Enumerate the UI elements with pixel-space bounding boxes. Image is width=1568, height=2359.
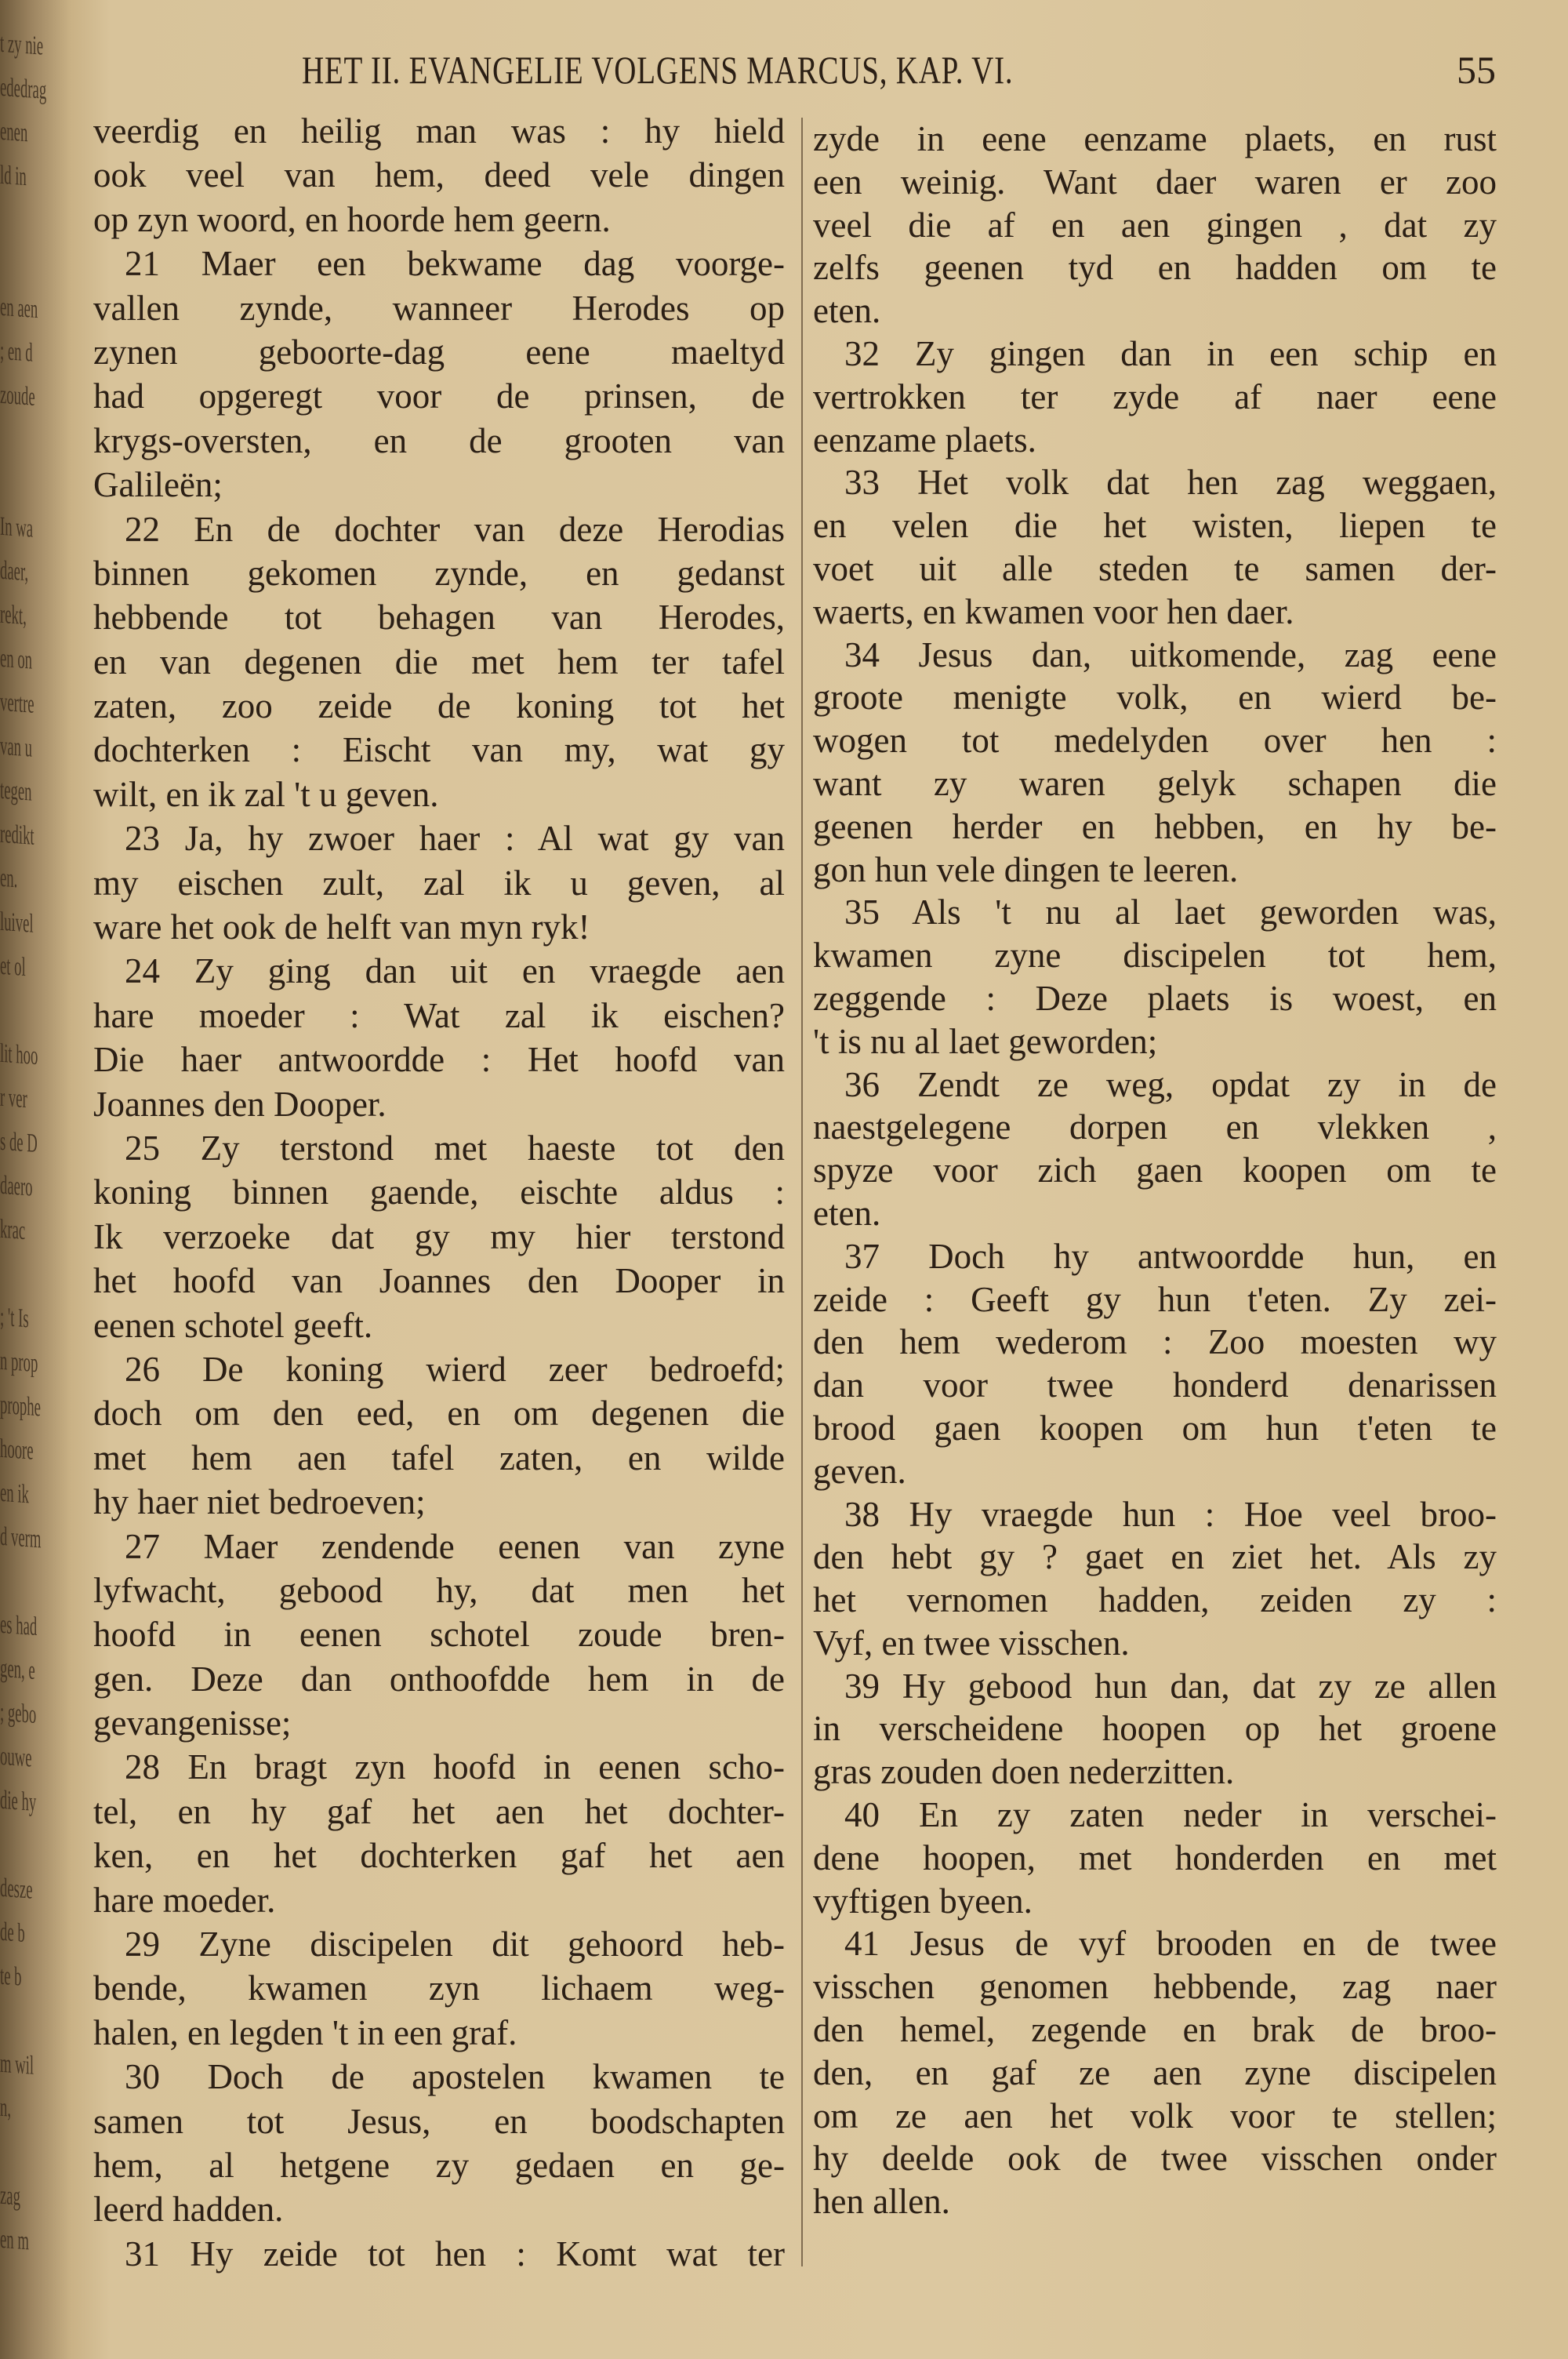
margin-fragment: krac — [0, 1214, 26, 1246]
text-line: een weinig. Want daer waren er zoo — [813, 162, 1497, 202]
margin-fragment: t zy nie — [0, 28, 44, 61]
text-line: doch om den eed, en om degenen die — [93, 1394, 785, 1434]
text-line: 't is nu al laet geworden; — [813, 1021, 1158, 1061]
margin-fragment: ededrag — [0, 72, 47, 105]
margin-fragment: enen — [0, 116, 28, 148]
text-line: met hem aen tafel zaten, en wilde — [93, 1438, 785, 1478]
text-line: eten. — [813, 291, 881, 331]
margin-fragment: daero — [0, 1170, 33, 1202]
text-line: dene hoopen, met honderden en met — [813, 1837, 1497, 1877]
margin-fragment: m wil — [0, 2048, 34, 2081]
margin-fragment: redikt — [0, 819, 34, 851]
margin-fragment — [0, 995, 40, 1042]
margin-fragment: die hy — [0, 1785, 37, 1818]
text-line: tel, en hy gaf het aen het dochter- — [93, 1791, 785, 1831]
text-line: had opgeregt voor de prinsen, de — [93, 376, 785, 416]
text-line: 33 Het volk dat hen zag weggaen, — [844, 463, 1497, 503]
text-line: 27 Maer zendende eenen van zyne — [125, 1526, 785, 1566]
text-line: hen allen. — [813, 2182, 950, 2222]
column-divider — [801, 118, 803, 2266]
text-line: dochterken : Eischt van my, wat gy — [93, 730, 785, 770]
text-line: veerdig en heilig man was : hy hield — [93, 111, 785, 151]
text-line: hem, al hetgene zy gedaen en ge- — [93, 2145, 785, 2185]
margin-fragment: desze — [0, 1873, 33, 1905]
margin-fragment: van u — [0, 731, 33, 763]
margin-fragment: en m — [0, 2224, 29, 2256]
margin-fragment: n prop — [0, 1346, 38, 1379]
text-line: visschen genomen hebbende, zag naer — [813, 1967, 1497, 2007]
text-line: 37 Doch hy antwoordde hun, en — [844, 1236, 1497, 1276]
text-line: veel die af en aen gingen , dat zy — [813, 205, 1497, 245]
text-line: 24 Zy ging dan uit en vraegde aen — [125, 951, 785, 991]
margin-fragment: ; gebo — [0, 1697, 37, 1730]
margin-fragment: n, — [0, 2092, 12, 2123]
page-title: HET II. EVANGELIE VOLGENS MARCUS, KAP. VI. — [302, 48, 1014, 92]
text-line: Vyf, en twee visschen. — [813, 1623, 1130, 1663]
text-line: Joannes den Dooper. — [93, 1084, 387, 1124]
text-line: Ik verzoeke dat gy my hier terstond — [93, 1216, 785, 1256]
text-line: zynen geboorte-dag eene maeltyd — [93, 332, 785, 372]
text-line: Die haer antwoordde : Het hoofd van — [93, 1040, 785, 1080]
text-line: 31 Hy zeide tot hen : Komt wat ter — [125, 2234, 785, 2274]
text-line: 41 Jesus de vyf brooden en de twee — [844, 1924, 1497, 1964]
margin-fragment — [0, 205, 40, 252]
margin-fragment: es had — [0, 1609, 38, 1642]
text-line: eten. — [813, 1193, 881, 1233]
text-line: vallen zynde, wanneer Herodes op — [93, 288, 785, 328]
text-line: den hemel, zegende en brak de broo- — [813, 2010, 1497, 2050]
text-line: lyfwacht, gebood hy, dat men het — [93, 1570, 785, 1610]
margin-fragment: luivel — [0, 907, 34, 939]
text-line: hare moeder. — [93, 1880, 276, 1920]
text-line: ook veel van hem, deed vele dingen — [93, 155, 785, 195]
margin-fragment: en. — [0, 863, 18, 894]
text-line: brood gaen koopen om hun t'eten te — [813, 1408, 1497, 1448]
text-line: leerd hadden. — [93, 2190, 284, 2230]
margin-fragment: ouwe — [0, 1741, 32, 1773]
text-line: den hebt gy ? gaet en ziet het. Als zy — [813, 1537, 1497, 1577]
text-line: ken, en het dochterken gaf het aen — [93, 1836, 785, 1876]
margin-fragment: ; 't Is — [0, 1302, 29, 1334]
text-line: op zyn woord, en hoorde hem geern. — [93, 199, 611, 239]
text-line: gon hun vele dingen te leeren. — [813, 849, 1239, 889]
margin-fragment: vertre — [0, 687, 34, 719]
text-line: samen tot Jesus, en boodschapten — [93, 2101, 785, 2141]
text-line: krygs-oversten, en de grooten van — [93, 420, 785, 460]
text-line: 35 Als 't nu al laet geworden was, — [844, 892, 1497, 932]
text-line: hoofd in eenen schotel zoude bren- — [93, 1615, 785, 1655]
text-line: zyde in eene eenzame plaets, en rust — [813, 119, 1497, 158]
margin-fragment: d verm — [0, 1521, 42, 1554]
text-line: wogen tot medelyden over hen : — [813, 721, 1497, 761]
text-line: 21 Maer een bekwame dag voorge- — [125, 244, 785, 284]
margin-fragment: In wa — [0, 511, 34, 543]
text-line: 36 Zendt ze weg, opdat zy in de — [844, 1064, 1497, 1104]
text-line: 28 En bragt zyn hoofd in eenen scho- — [125, 1747, 785, 1787]
text-line: 40 En zy zaten neder in verschei- — [844, 1795, 1497, 1835]
text-line: 26 De koning wierd zeer bedroefd; — [125, 1349, 785, 1389]
text-line: waerts, en kwamen voor hen daer. — [813, 591, 1294, 631]
text-line: want zy waren gelyk schapen die — [813, 763, 1497, 803]
margin-fragment — [0, 1259, 40, 1306]
text-line: wilt, en ik zal 't u geven. — [93, 774, 439, 814]
text-line: gras zouden doen nederzitten. — [813, 1752, 1235, 1792]
text-line: het vernomen hadden, zeiden zy : — [813, 1580, 1497, 1620]
text-line: geenen herder en hebben, en hy be- — [813, 806, 1497, 846]
text-line: eenzame plaets. — [813, 420, 1036, 460]
text-line: hare moeder : Wat zal ik eischen? — [93, 995, 785, 1035]
margin-fragment: s de D — [0, 1126, 38, 1159]
text-line: den hem wederom : Zoo moesten wy — [813, 1322, 1497, 1362]
text-line: eenen schotel geeft. — [93, 1305, 373, 1345]
text-line: geven. — [813, 1451, 906, 1491]
text-line: zaten, zoo zeide de koning tot het — [93, 686, 785, 726]
margin-fragment: de b — [0, 1917, 25, 1948]
text-line: vertrokken ter zyde af naer eene — [813, 376, 1497, 416]
margin-fragment: ; en d — [0, 336, 33, 368]
text-line: den, en gaf ze aen zyne discipelen — [813, 2052, 1497, 2092]
adjacent-page-margin — [0, 29, 72, 2355]
margin-fragment: en on — [0, 643, 33, 675]
margin-fragment: gen, e — [0, 1653, 35, 1685]
margin-fragment — [0, 2137, 40, 2184]
text-line: het hoofd van Joannes den Dooper in — [93, 1261, 785, 1301]
text-line: spyze voor zich gaen koopen om te — [813, 1150, 1497, 1190]
margin-fragment: rekt, — [0, 599, 27, 631]
margin-fragment: ld in — [0, 160, 27, 192]
margin-fragment: lit hoo — [0, 1038, 38, 1071]
text-line: hy deelde ook de twee visschen onder — [813, 2139, 1497, 2179]
margin-fragment: r ver — [0, 1082, 27, 1114]
text-line: vyftigen byeen. — [813, 1881, 1033, 1921]
margin-fragment — [0, 424, 40, 471]
running-header — [0, 41, 1568, 96]
margin-fragment: zag — [0, 2180, 20, 2212]
margin-fragment: daer, — [0, 555, 29, 587]
text-line: koning binnen gaende, eischte aldus : — [93, 1172, 785, 1212]
text-line: gevangenisse; — [93, 1703, 292, 1743]
margin-fragment — [0, 468, 40, 515]
text-line: en van degenen die met hem ter tafel — [93, 642, 785, 682]
text-line: hy haer niet bedroeven; — [93, 1482, 426, 1522]
text-line: bende, kwamen zyn lichaem weg- — [93, 1968, 785, 2008]
text-line: 23 Ja, hy zwoer haer : Al wat gy van — [125, 819, 785, 859]
margin-fragment: hoore — [0, 1434, 34, 1466]
text-line: binnen gekomen zynde, en gedanst — [93, 553, 785, 593]
text-line: zeide : Geeft gy hun t'eten. Zy zei- — [813, 1279, 1497, 1319]
text-line: my eischen zult, zal ik u geven, al — [93, 863, 785, 903]
right-column — [813, 118, 1497, 2223]
text-line: 25 Zy terstond met haeste tot den — [125, 1128, 785, 1168]
text-line: 30 Doch de apostelen kwamen te — [125, 2057, 785, 2097]
page-number: 55 — [1457, 48, 1496, 92]
text-line: 38 Hy vraegde hun : Hoe veel broo- — [844, 1494, 1497, 1534]
text-line: kwamen zyne discipelen tot hem, — [813, 936, 1497, 976]
margin-fragment: et ol — [0, 951, 26, 983]
margin-fragment: te b — [0, 1961, 22, 1992]
text-line: groote menigte volk, en wierd be- — [813, 678, 1497, 718]
text-line: voet uit alle steden te samen der- — [813, 548, 1497, 588]
text-line: dan voor twee honderd denarissen — [813, 1365, 1497, 1405]
text-line: ware het ook de helft van myn ryk! — [93, 907, 590, 947]
text-line: 29 Zyne discipelen dit gehoord heb- — [125, 1925, 785, 1965]
text-line: zeggende : Deze plaets is woest, en — [813, 978, 1497, 1018]
margin-fragment: tegen — [0, 775, 32, 807]
text-line: in verscheidene hoopen op het groene — [813, 1709, 1497, 1749]
text-line: halen, en legden 't in een graf. — [93, 2012, 517, 2052]
text-line: naestgelegene dorpen en vlekken , — [813, 1107, 1497, 1147]
text-line: Galileën; — [93, 465, 223, 505]
margin-fragment — [0, 1566, 40, 1613]
left-column — [93, 110, 785, 2277]
margin-fragment: prophe — [0, 1390, 41, 1423]
text-line: 22 En de dochter van deze Herodias — [125, 509, 785, 549]
margin-fragment: zoude — [0, 380, 35, 412]
text-line: 34 Jesus dan, uitkomende, zag eene — [844, 634, 1497, 674]
margin-fragment — [0, 2005, 40, 2052]
text-line: hebbende tot behagen van Herodes, — [93, 598, 785, 638]
text-line: gen. Deze dan onthoofdde hem in de — [93, 1659, 785, 1699]
text-line: om ze aen het volk voor te stellen; — [813, 2095, 1497, 2135]
text-line: zelfs geenen tyd en hadden om te — [813, 248, 1497, 288]
margin-fragment: en aen — [0, 292, 38, 325]
margin-fragment — [0, 249, 40, 296]
margin-fragment — [0, 1830, 40, 1877]
text-line: 39 Hy gebood hun dan, dat zy ze allen — [844, 1666, 1497, 1706]
text-line: en velen die het wisten, liepen te — [813, 506, 1497, 546]
text-line: 32 Zy gingen dan in een schip en — [844, 333, 1497, 373]
margin-fragment: en ik — [0, 1478, 29, 1510]
